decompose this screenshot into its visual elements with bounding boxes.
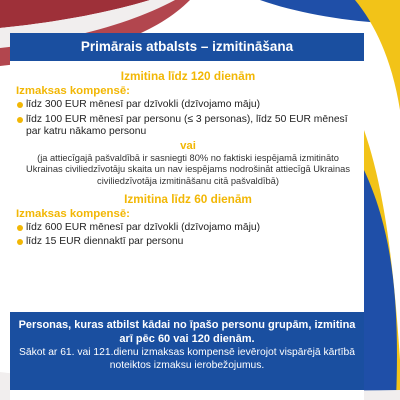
section-120-days-label: Izmaksas kompensē:: [16, 85, 130, 98]
bullet-item: līdz 600 EUR mēnesī par dzīvokli (dzīvojamo māju): [16, 222, 360, 234]
card-title: Primārais atbalsts – izmitināšana: [80, 39, 294, 54]
section-120-days-heading: Izmitina līdz 120 dienām: [120, 69, 256, 83]
bullet-item: līdz 15 EUR diennaktī par personu: [16, 236, 360, 248]
condition-note: (ja attiecīgajā pašvaldībā ir sasniegti 80% no faktiski iespējamā izmitināto Ukrainas civiliedzīvotāju skaita un nav iespējams nodrošināt attiecīgā Ukrainas civiliedzīvotāja izmitināšanu citā pašvaldībā): [25, 153, 350, 186]
or-separator: vai: [180, 140, 196, 153]
section-60-days-heading: Izmitina līdz 60 dienām: [124, 191, 252, 206]
info-card: [10, 33, 364, 400]
bullet-item: līdz 100 EUR mēnesī par personu (≤ 3 personas), līdz 50 EUR mēnesī par katru nākamo personu: [16, 114, 360, 138]
footer-text: Sākot ar 61. vai 121.dienu izmaksas kompensē ievērojot vispārējā kārtībā noteiktos izmaksu ierobežojumus.: [19, 347, 355, 371]
bullet-item: līdz 300 EUR mēnesī par dzīvokli (dzīvojamo māju): [16, 99, 360, 111]
section-60-days-label: Izmaksas kompensē:: [16, 208, 130, 221]
card-content: [10, 61, 364, 249]
card-header: [10, 33, 364, 61]
footer-bold-text: Personas, kuras atbilst kādai no īpašo personu grupām, izmitina arī pēc 60 vai 120 dienām.: [18, 319, 356, 345]
footer-banner: [10, 312, 364, 390]
